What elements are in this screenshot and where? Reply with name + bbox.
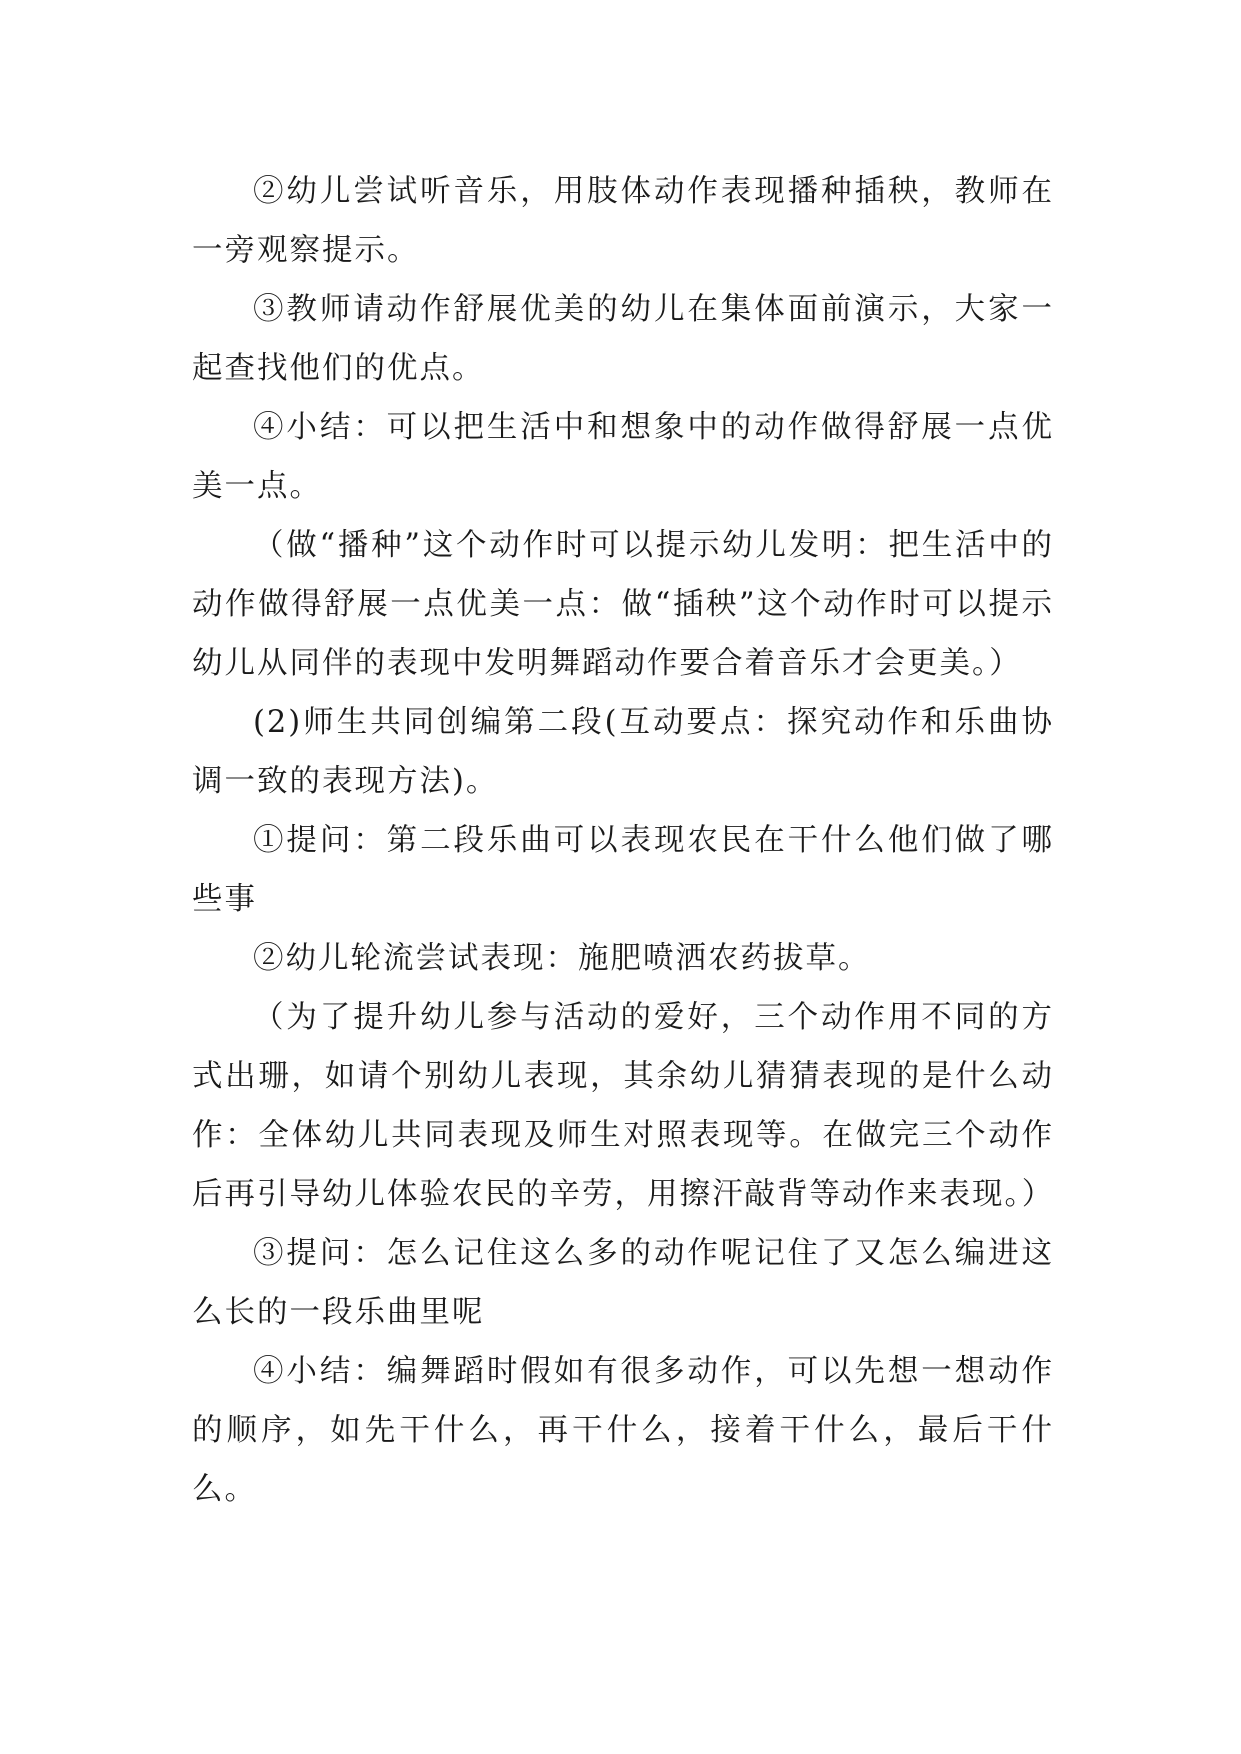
paragraph-step-3-question: ③提问：怎么记住这么多的动作呢记住了又怎么编进这么长的一段乐曲里呢 [192, 1236, 1054, 1330]
paragraph-step-4-summary-order: ④小结：编舞蹈时假如有很多动作，可以先想一想动作的顺序，如先干什么，再干什么，接着干什么，最后干什么。 [192, 1354, 1054, 1507]
paragraph-step-2-try-music: ②幼儿尝试听音乐，用肢体动作表现播种插秧，教师在一旁观察提示。 [192, 174, 1054, 268]
paragraph-note-three-actions: （为了提升幼儿参与活动的爱好，三个动作用不同的方式出珊，如请个别幼儿表现，其余幼儿猜猜表现的是什么动作：全体幼儿共同表现及师生对照表现等。在做完三个动作后再引导幼儿体验农民的辛劳，用擦汗敲背等动作来表现。） [192, 1000, 1055, 1212]
document-body [192, 162, 1054, 1519]
paragraph-step-1-question: ①提问：第二段乐曲可以表现农民在干什么他们做了哪些事 [192, 823, 1054, 917]
paragraph-step-2-take-turns: ②幼儿轮流尝试表现：施肥喷洒农药拔草。 [253, 941, 871, 976]
paragraph-note-sowing-transplanting: （做“播种”这个动作时可以提示幼儿发明：把生活中的动作做得舒展一点优美一点：做“插秧”这个动作时可以提示幼儿从同伴的表现中发明舞蹈动作要合着音乐才会更美。） [192, 528, 1054, 681]
paragraph-step-4-summary: ④小结：可以把生活中和想象中的动作做得舒展一点优美一点。 [192, 410, 1054, 504]
paragraph-step-3-demonstrate: ③教师请动作舒展优美的幼儿在集体面前演示，大家一起查找他们的优点。 [192, 292, 1054, 386]
paragraph-section-2-heading: (2)师生共同创编第二段(互动要点：探究动作和乐曲协调一致的表现方法)。 [192, 705, 1054, 799]
